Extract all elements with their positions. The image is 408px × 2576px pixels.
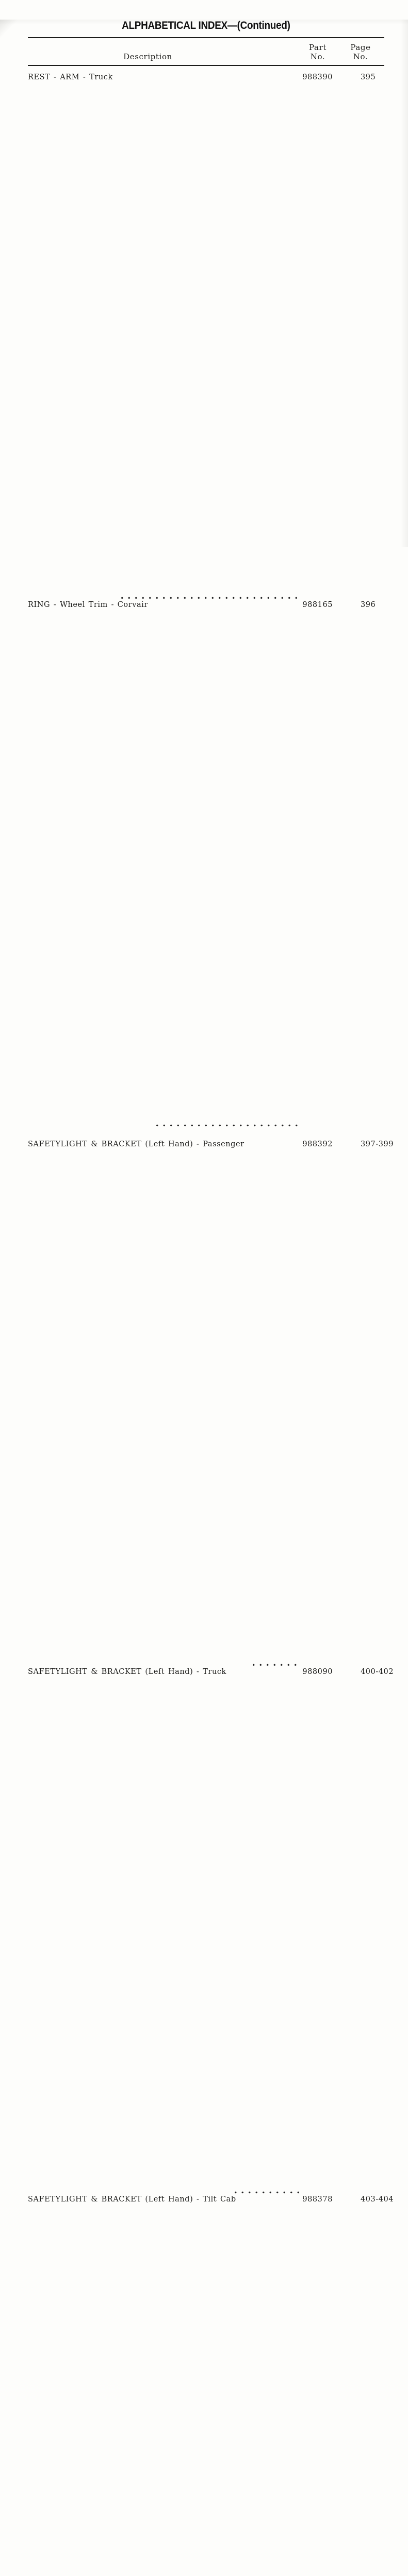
row-page-no: 396 (361, 601, 376, 609)
column-header-page-no (337, 43, 384, 61)
leader-dots (153, 600, 301, 1128)
table-row (28, 600, 384, 1128)
row-page-no: 395 (361, 73, 376, 81)
row-page-no: 397-399 (361, 1140, 394, 1148)
column-header-description: Description (123, 52, 172, 61)
page-title (28, 20, 384, 31)
index-page (0, 20, 408, 2204)
leader-dots (241, 2195, 301, 2576)
column-header-part-no (299, 43, 337, 61)
row-part-no: 988378 (302, 2195, 333, 2204)
table-row (28, 2195, 394, 2576)
row-description: SAFETYLIGHT & BRACKET (Left Hand) - Tilt Cab (28, 2195, 236, 2204)
row-description: SAFETYLIGHT & BRACKET (Left Hand) - Passenger (28, 1140, 244, 1148)
row-description: RING - Wheel Trim - Corvair (28, 601, 148, 609)
index-table (28, 66, 394, 2576)
leader-dots (249, 1140, 301, 1667)
row-part-no: 988090 (302, 1668, 333, 1676)
row-page-no: 403-404 (361, 2195, 394, 2204)
table-row (28, 1667, 394, 2195)
row-description: SAFETYLIGHT & BRACKET (Left Hand) - Truck (28, 1668, 226, 1676)
leader-dots (118, 73, 301, 600)
leader-dots (231, 1667, 300, 2195)
row-page-no: 400-402 (361, 1668, 394, 1676)
page-title-text: ALPHABETICAL INDEX—(Continued) (122, 20, 290, 31)
table-row (28, 73, 384, 600)
row-part-no: 988390 (302, 73, 333, 81)
table-header (28, 38, 384, 65)
page-header-line1: Page (350, 43, 371, 52)
row-description: REST - ARM - Truck (28, 73, 113, 81)
row-part-no: 988165 (302, 601, 333, 609)
page-header-line2: No. (353, 52, 368, 61)
part-header-line2: No. (310, 52, 325, 61)
part-header-line1: Part (309, 43, 327, 52)
row-part-no: 988392 (302, 1140, 333, 1148)
table-row (28, 1140, 394, 1667)
